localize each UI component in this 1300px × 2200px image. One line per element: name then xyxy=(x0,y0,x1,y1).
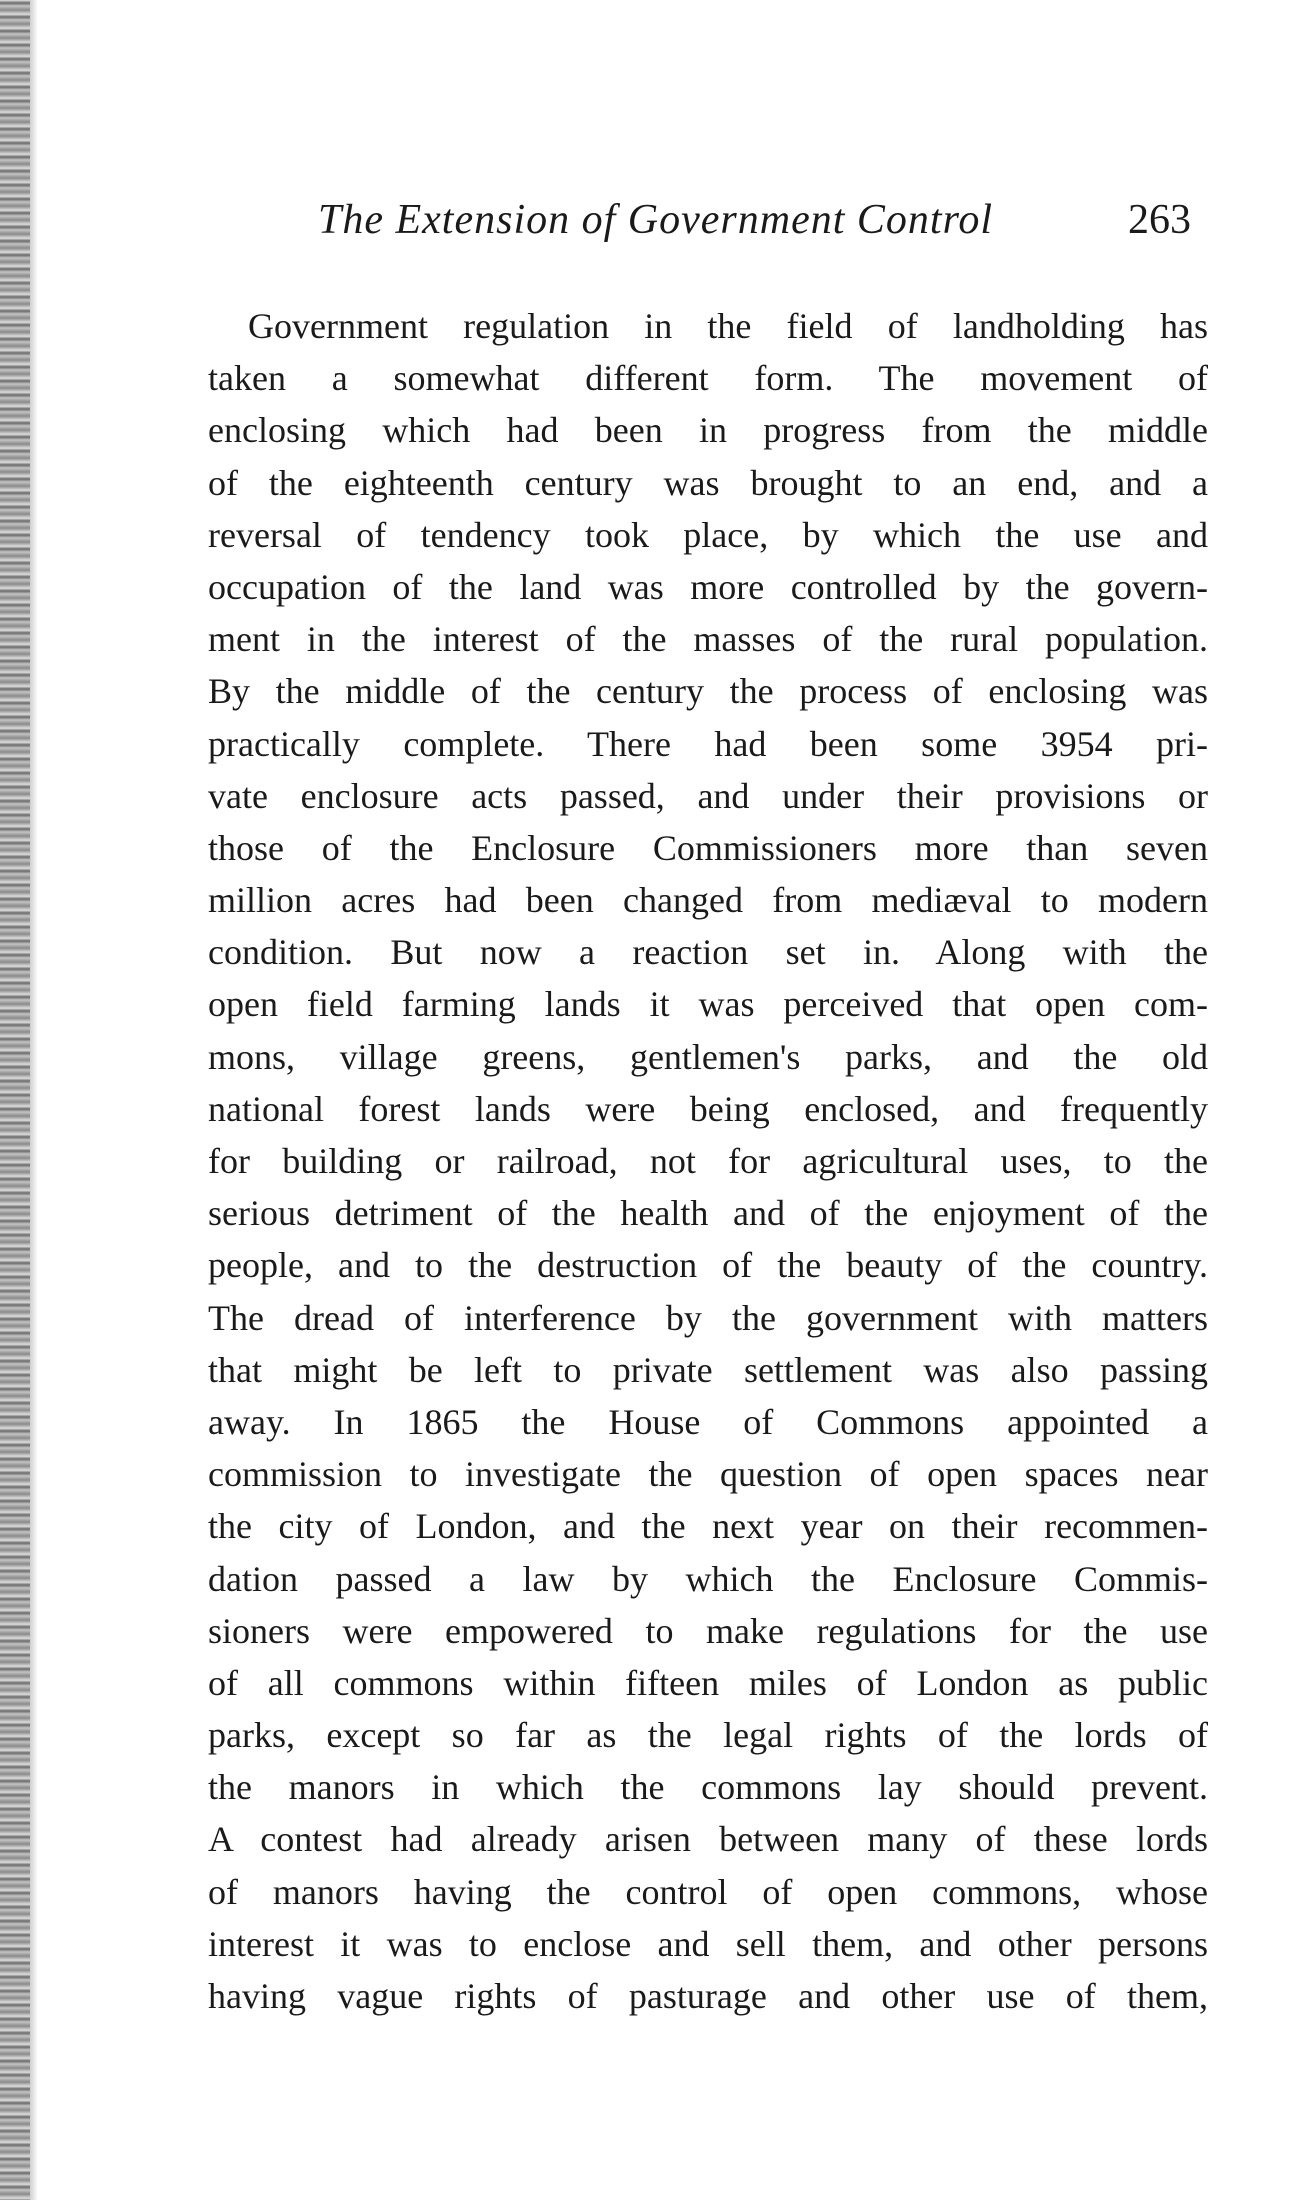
text-line: serious detriment of the health and of the enjoyment of the xyxy=(208,1193,1208,1234)
text-line: of all commons within fifteen miles of London as public xyxy=(208,1662,1208,1703)
text-line: of the eighteenth century was brought to an end, and a xyxy=(208,462,1208,503)
text-line: that might be left to private settlement was also passing xyxy=(208,1349,1208,1390)
text-line: for building or railroad, not for agricultural uses, to the xyxy=(208,1141,1208,1181)
text-line: people, and to the destruction of the beauty of the country. xyxy=(208,1245,1208,1286)
text-line: ment in the interest of the masses of the rural population. xyxy=(208,619,1208,660)
text-line: mons, village greens, gentlemen's parks, and the old xyxy=(208,1036,1208,1077)
text-line: condition. But now a reaction set in. Along with the xyxy=(208,932,1208,973)
text-line: open field farming lands it was perceived that open com- xyxy=(208,984,1208,1025)
text-line: parks, except so far as the legal rights of the lords of xyxy=(208,1715,1208,1756)
text-line: dation passed a law by which the Enclosure Commis- xyxy=(208,1558,1208,1599)
text-line: interest it was to enclose and sell them, and other persons xyxy=(208,1923,1208,1964)
text-line: those of the Enclosure Commissioners more than seven xyxy=(208,827,1208,868)
text-line: national forest lands were being enclosed, and frequently xyxy=(208,1088,1208,1129)
text-line: the city of London, and the next year on their recommen- xyxy=(208,1506,1208,1547)
text-line: occupation of the land was more controlled by the govern- xyxy=(208,566,1208,607)
text-line: By the middle of the century the process of enclosing was xyxy=(208,671,1208,712)
page-header xyxy=(318,196,1218,256)
text-line: vate enclosure acts passed, and under their provisions or xyxy=(208,775,1208,816)
book-binding-edge xyxy=(0,0,30,2200)
text-line: sioners were empowered to make regulations for the use xyxy=(208,1610,1208,1651)
text-line: million acres had been changed from mediæval to modern xyxy=(208,880,1208,921)
running-title: The Extension of Government Control xyxy=(318,197,994,243)
text-line: away. In 1865 the House of Commons appointed a xyxy=(208,1401,1208,1442)
text-line: the manors in which the commons lay should prevent. xyxy=(208,1767,1208,1808)
text-line: commission to investigate the question of open spaces near xyxy=(208,1454,1208,1495)
text-line: of manors having the control of open commons, whose xyxy=(208,1871,1208,1912)
text-line: reversal of tendency took place, by which the use and xyxy=(208,514,1208,555)
text-line: The dread of interference by the government with matters xyxy=(208,1297,1208,1338)
text-line: having vague rights of pasturage and other use of them, xyxy=(208,1976,1208,2016)
text-line: taken a somewhat different form. The movement of xyxy=(208,358,1208,399)
text-line: practically complete. There had been some 3954 pri- xyxy=(208,723,1208,764)
text-line: enclosing which had been in progress from the middle xyxy=(208,410,1208,451)
body-text xyxy=(208,300,1208,2022)
text-line: Government regulation in the field of landholding has xyxy=(248,306,1208,346)
page-number: 263 xyxy=(1128,197,1191,243)
text-line: A contest had already arisen between many of these lords xyxy=(208,1819,1208,1860)
